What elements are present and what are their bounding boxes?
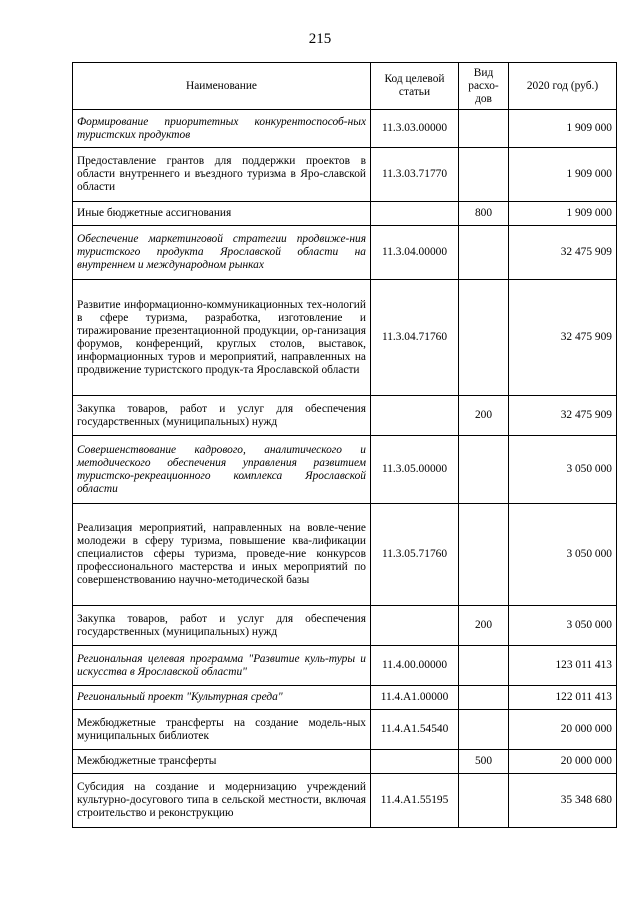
- row-expense-type: 800: [459, 202, 509, 226]
- header-amount: 2020 год (руб.): [509, 63, 617, 110]
- row-name: Формирование приоритетных конкурентоспособ-ных туристских продуктов: [73, 110, 371, 148]
- row-name: Межбюджетные трансферты: [73, 750, 371, 774]
- row-expense-type: 200: [459, 606, 509, 646]
- row-amount: 3 050 000: [509, 606, 617, 646]
- table-row: [73, 436, 617, 504]
- row-code: 11.3.03.71770: [371, 148, 459, 202]
- row-expense-type: [459, 504, 509, 606]
- row-expense-type: [459, 280, 509, 396]
- row-amount: 1 909 000: [509, 110, 617, 148]
- row-code: [371, 202, 459, 226]
- table-row: [73, 686, 617, 710]
- row-amount: 20 000 000: [509, 710, 617, 750]
- row-amount: 3 050 000: [509, 436, 617, 504]
- row-name: Региональная целевая программа "Развитие куль-туры и искусства в Ярославской области": [73, 646, 371, 686]
- row-name: Развитие информационно-коммуникационных тех-нологий в сфере туризма, разработка, изготовление и тиражирование презентационной продукции, ор-ганизация форумов, конференций, круглых столов, выставок, информационных туров и мероприятий, направленных на продвижение туристского продук-та Ярославской области: [73, 280, 371, 396]
- row-amount: 32 475 909: [509, 396, 617, 436]
- row-expense-type: [459, 774, 509, 828]
- row-code: 11.4.A1.00000: [371, 686, 459, 710]
- table-header-row: [73, 63, 617, 110]
- row-name: Закупка товаров, работ и услуг для обеспечения государственных (муниципальных) нужд: [73, 606, 371, 646]
- row-expense-type: [459, 226, 509, 280]
- table-row: [73, 280, 617, 396]
- row-expense-type: [459, 686, 509, 710]
- row-name: Иные бюджетные ассигнования: [73, 202, 371, 226]
- row-amount: 123 011 413: [509, 646, 617, 686]
- row-expense-type: [459, 710, 509, 750]
- table-row: [73, 750, 617, 774]
- row-code: [371, 606, 459, 646]
- table-row: [73, 396, 617, 436]
- budget-table: [72, 62, 617, 828]
- row-name: Субсидия на создание и модернизацию учреждений культурно-досугового типа в сельской местности, включая строительство и реконструкцию: [73, 774, 371, 828]
- row-code: [371, 396, 459, 436]
- page-number: 215: [308, 31, 332, 47]
- row-name: Обеспечение маркетинговой стратегии продвиже-ния туристского продукта Ярославской области на внутреннем и международном рынках: [73, 226, 371, 280]
- row-amount: 3 050 000: [509, 504, 617, 606]
- table-row: [73, 646, 617, 686]
- row-amount: 122 011 413: [509, 686, 617, 710]
- row-code: 11.3.05.00000: [371, 436, 459, 504]
- table-row: [73, 202, 617, 226]
- row-code: [371, 750, 459, 774]
- row-name: Региональный проект "Культурная среда": [73, 686, 371, 710]
- header-type: Вид расхо-дов: [459, 63, 509, 110]
- row-code: 11.4.A1.55195: [371, 774, 459, 828]
- row-name: Совершенствование кадрового, аналитического и методического обеспечения управления развитием туристско-рекреационного комплекса Ярославской области: [73, 436, 371, 504]
- header-code: Код целевой статьи: [371, 63, 459, 110]
- table-row: [73, 774, 617, 828]
- row-amount: 20 000 000: [509, 750, 617, 774]
- row-expense-type: [459, 148, 509, 202]
- row-expense-type: [459, 646, 509, 686]
- table-row: [73, 504, 617, 606]
- row-name: Межбюджетные трансферты на создание модель-ных муниципальных библиотек: [73, 710, 371, 750]
- row-name: Реализация мероприятий, направленных на вовле-чение молодежи в сферу туризма, повышение ква-лификации специалистов сферы туризма, проведе-ние конкурсов профессионального мастерства и иных мероприятий по совершенствованию научно-методической базы: [73, 504, 371, 606]
- row-name: Предоставление грантов для поддержки проектов в области внутреннего и въездного туризма в Яро-славской области: [73, 148, 371, 202]
- row-code: 11.3.05.71760: [371, 504, 459, 606]
- row-expense-type: 500: [459, 750, 509, 774]
- table-row: [73, 226, 617, 280]
- row-amount: 32 475 909: [509, 280, 617, 396]
- row-amount: 1 909 000: [509, 202, 617, 226]
- table-row: [73, 710, 617, 750]
- header-name: Наименование: [73, 63, 371, 110]
- row-expense-type: [459, 436, 509, 504]
- row-amount: 35 348 680: [509, 774, 617, 828]
- row-code: 11.3.03.00000: [371, 110, 459, 148]
- row-code: 11.4.A1.54540: [371, 710, 459, 750]
- table-row: [73, 148, 617, 202]
- row-code: 11.4.00.00000: [371, 646, 459, 686]
- row-code: 11.3.04.71760: [371, 280, 459, 396]
- row-amount: 32 475 909: [509, 226, 617, 280]
- row-expense-type: [459, 110, 509, 148]
- table-row: [73, 110, 617, 148]
- row-expense-type: 200: [459, 396, 509, 436]
- table-row: [73, 606, 617, 646]
- row-amount: 1 909 000: [509, 148, 617, 202]
- row-name: Закупка товаров, работ и услуг для обеспечения государственных (муниципальных) нужд: [73, 396, 371, 436]
- row-code: 11.3.04.00000: [371, 226, 459, 280]
